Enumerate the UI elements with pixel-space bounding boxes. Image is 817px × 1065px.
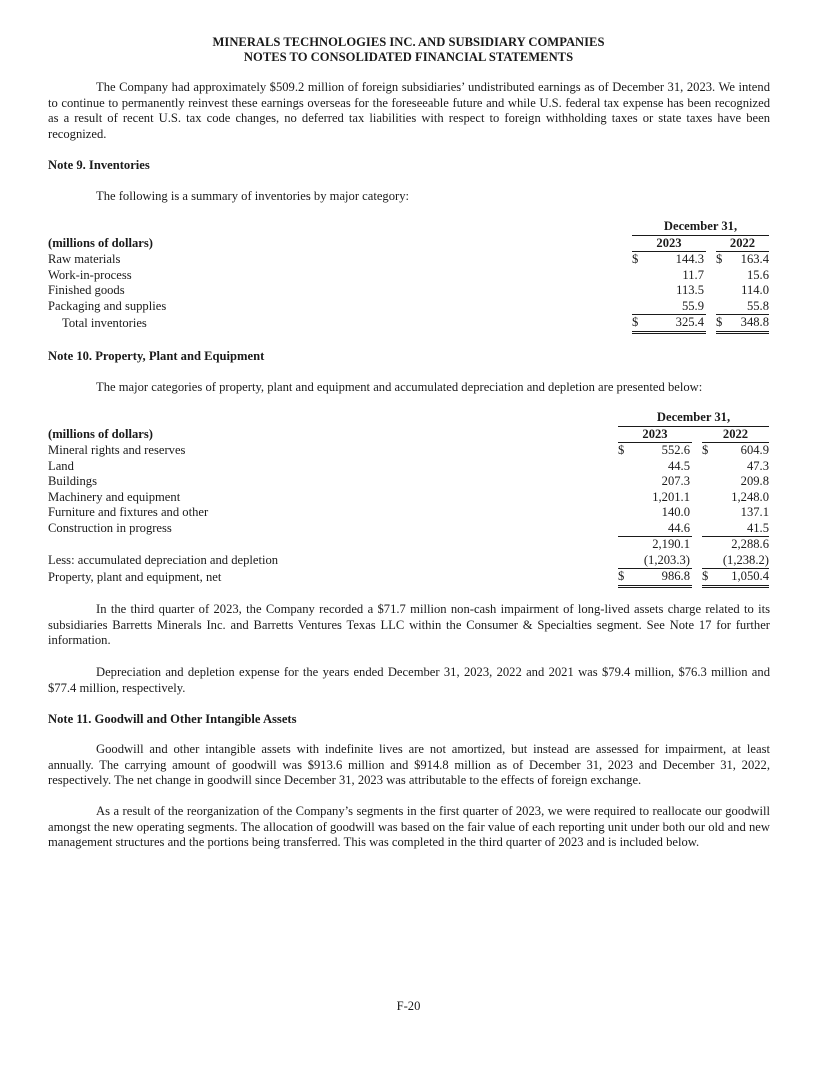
row-label: Work-in-process bbox=[48, 267, 132, 282]
note11-paragraph-2: As a result of the reorganization of the Company’s segments in the first quarter of 2023, we were required to reallocate our goodwill amongst the new operating segments. The allocation of goodwill was based on the fair value of each reporting unit under both our old and new management structures and the portions being transferred. This was completed in the third quarter of 2023 and is included below. bbox=[48, 804, 770, 849]
notes-header: NOTES TO CONSOLIDATED FINANCIAL STATEMENTS bbox=[243, 50, 574, 64]
table-row-subtotal bbox=[48, 537, 769, 553]
currency-symbol: $ bbox=[632, 315, 644, 333]
currency-symbol bbox=[632, 283, 644, 299]
table-row bbox=[48, 283, 769, 299]
value-2023: 44.5 bbox=[667, 458, 690, 473]
row-label bbox=[48, 537, 618, 553]
currency-symbol bbox=[702, 459, 710, 475]
currency-symbol bbox=[632, 299, 644, 315]
row-label: Raw materials bbox=[48, 251, 121, 266]
note9-heading: Note 9. Inventories bbox=[48, 158, 150, 172]
value-2022: 55.8 bbox=[724, 299, 769, 315]
value-2022: 348.8 bbox=[724, 315, 769, 333]
value-2023: 1,201.1 bbox=[652, 489, 690, 504]
table-row-total bbox=[48, 569, 769, 587]
table-row bbox=[48, 490, 769, 506]
currency-symbol bbox=[702, 474, 710, 490]
currency-symbol bbox=[618, 490, 630, 506]
value-2022: 2,288.6 bbox=[731, 537, 769, 551]
note9-units-label: (millions of dollars) bbox=[48, 235, 153, 250]
value-2023: 55.9 bbox=[644, 299, 706, 315]
currency-symbol bbox=[702, 521, 710, 537]
table-row bbox=[48, 252, 769, 268]
note9-col-2023: 2023 bbox=[632, 235, 706, 252]
note9-col-2022: 2022 bbox=[716, 235, 769, 252]
note11-paragraph-1: Goodwill and other intangible assets with indefinite lives are not amortized, but instead are assessed for impairment, at least annually. The carrying amount of goodwill was $913.6 million and $914.8 million as of December 31, 2023 and December 31, 2022, respectively. The net change in goodwill since December 31, 2023 was attributable to the effects of foreign exchange. bbox=[48, 742, 770, 787]
currency-symbol bbox=[618, 537, 630, 553]
intro-paragraph: The Company had approximately $509.2 million of foreign subsidiaries’ undistributed earnings as of December 31, 2023. We intend to continue to permanently reinvest these earnings overseas for the foreseeable future and while U.S. federal tax expense has been recognized as a result of recent U.S. tax code changes, no deferred tax liabilities with respect to foreign withholding taxes or state taxes have been recognized. bbox=[48, 80, 770, 141]
row-label: Machinery and equipment bbox=[48, 489, 181, 504]
row-label: Packaging and supplies bbox=[48, 298, 167, 313]
note10-intro: The major categories of property, plant and equipment and accumulated depreciation and depletion are presented below: bbox=[96, 380, 703, 394]
row-label: Mineral rights and reserves bbox=[48, 442, 186, 457]
currency-symbol bbox=[702, 505, 710, 521]
note10-units-label: (millions of dollars) bbox=[48, 426, 153, 441]
currency-symbol bbox=[618, 474, 630, 490]
table-row bbox=[48, 268, 769, 284]
note10-col-2022: 2022 bbox=[702, 426, 769, 443]
table-row bbox=[48, 443, 769, 459]
row-label: Construction in progress bbox=[48, 520, 172, 535]
note9-intro: The following is a summary of inventories by major category: bbox=[96, 189, 410, 203]
value-2023: 11.7 bbox=[682, 267, 704, 282]
value-2022: 114.0 bbox=[741, 283, 769, 297]
currency-symbol: $ bbox=[618, 443, 625, 457]
currency-symbol: $ bbox=[618, 569, 630, 587]
table-row bbox=[48, 299, 769, 315]
value-2023: 144.3 bbox=[675, 252, 704, 266]
currency-symbol: $ bbox=[702, 443, 709, 457]
value-2023: 207.3 bbox=[661, 474, 690, 488]
row-label: Total inventories bbox=[62, 315, 147, 330]
note10-col-2023: 2023 bbox=[618, 426, 692, 443]
value-2022: 163.4 bbox=[740, 252, 769, 266]
currency-symbol: $ bbox=[716, 315, 724, 333]
currency-symbol bbox=[702, 537, 710, 553]
value-2022: 1,050.4 bbox=[710, 569, 769, 587]
ppe-table bbox=[48, 410, 769, 588]
row-label: Buildings bbox=[48, 474, 97, 488]
row-label: Furniture and fixtures and other bbox=[48, 505, 209, 519]
value-2022: (1,238.2) bbox=[710, 553, 769, 569]
row-label: Land bbox=[48, 458, 74, 473]
row-label: Property, plant and equipment, net bbox=[48, 569, 222, 584]
page-number: F-20 bbox=[396, 999, 421, 1013]
row-label: Finished goods bbox=[48, 283, 125, 297]
value-2023: 113.5 bbox=[676, 283, 704, 297]
table-row-total bbox=[48, 315, 769, 333]
currency-symbol: $ bbox=[632, 252, 639, 266]
currency-symbol bbox=[632, 268, 644, 284]
value-2023: 552.6 bbox=[661, 443, 690, 457]
currency-symbol bbox=[702, 490, 710, 506]
note11-heading: Note 11. Goodwill and Other Intangible Assets bbox=[48, 712, 297, 726]
value-2022: 209.8 bbox=[740, 474, 769, 488]
value-2023: 2,190.1 bbox=[652, 537, 690, 551]
note10-period-label: December 31, bbox=[618, 410, 769, 426]
value-2022: 137.1 bbox=[740, 505, 769, 519]
value-2023: 986.8 bbox=[630, 569, 692, 587]
currency-symbol bbox=[716, 283, 724, 299]
table-row bbox=[48, 521, 769, 537]
company-header: MINERALS TECHNOLOGIES INC. AND SUBSIDIARY COMPANIES bbox=[212, 35, 605, 49]
currency-symbol: $ bbox=[716, 252, 723, 266]
note9-period-label: December 31, bbox=[632, 219, 769, 235]
value-2022: 1,248.0 bbox=[731, 489, 769, 504]
row-label: Less: accumulated depreciation and depletion bbox=[48, 552, 279, 567]
currency-symbol: $ bbox=[702, 569, 710, 587]
table-row bbox=[48, 505, 769, 521]
value-2022: 604.9 bbox=[740, 443, 769, 457]
inventories-table bbox=[48, 219, 769, 334]
note10-heading: Note 10. Property, Plant and Equipment bbox=[48, 349, 265, 363]
table-row bbox=[48, 474, 769, 490]
table-row bbox=[48, 459, 769, 475]
currency-symbol bbox=[618, 459, 630, 475]
value-2023: (1,203.3) bbox=[630, 553, 692, 569]
value-2023: 44.6 bbox=[630, 521, 692, 537]
value-2022: 15.6 bbox=[746, 267, 769, 282]
value-2022: 41.5 bbox=[710, 521, 769, 537]
table-row bbox=[48, 553, 769, 569]
currency-symbol bbox=[716, 299, 724, 315]
currency-symbol bbox=[618, 521, 630, 537]
currency-symbol bbox=[702, 553, 710, 569]
currency-symbol bbox=[618, 553, 630, 569]
currency-symbol bbox=[716, 268, 724, 284]
value-2022: 47.3 bbox=[746, 458, 769, 473]
currency-symbol bbox=[618, 505, 630, 521]
value-2023: 140.0 bbox=[661, 505, 690, 519]
value-2023: 325.4 bbox=[644, 315, 706, 333]
note10-paragraph-2: Depreciation and depletion expense for the years ended December 31, 2023, 2022 and 2021 was $79.4 million, $76.3 million and $77.4 million, respectively. bbox=[48, 665, 770, 695]
note10-paragraph-1: In the third quarter of 2023, the Company recorded a $71.7 million non-cash impairment of long-lived assets charge related to its subsidiaries Barretts Minerals Inc. and Barretts Ventures Texas LLC within the Consumer & Specialties segment. See Note 17 for further information. bbox=[48, 602, 770, 647]
